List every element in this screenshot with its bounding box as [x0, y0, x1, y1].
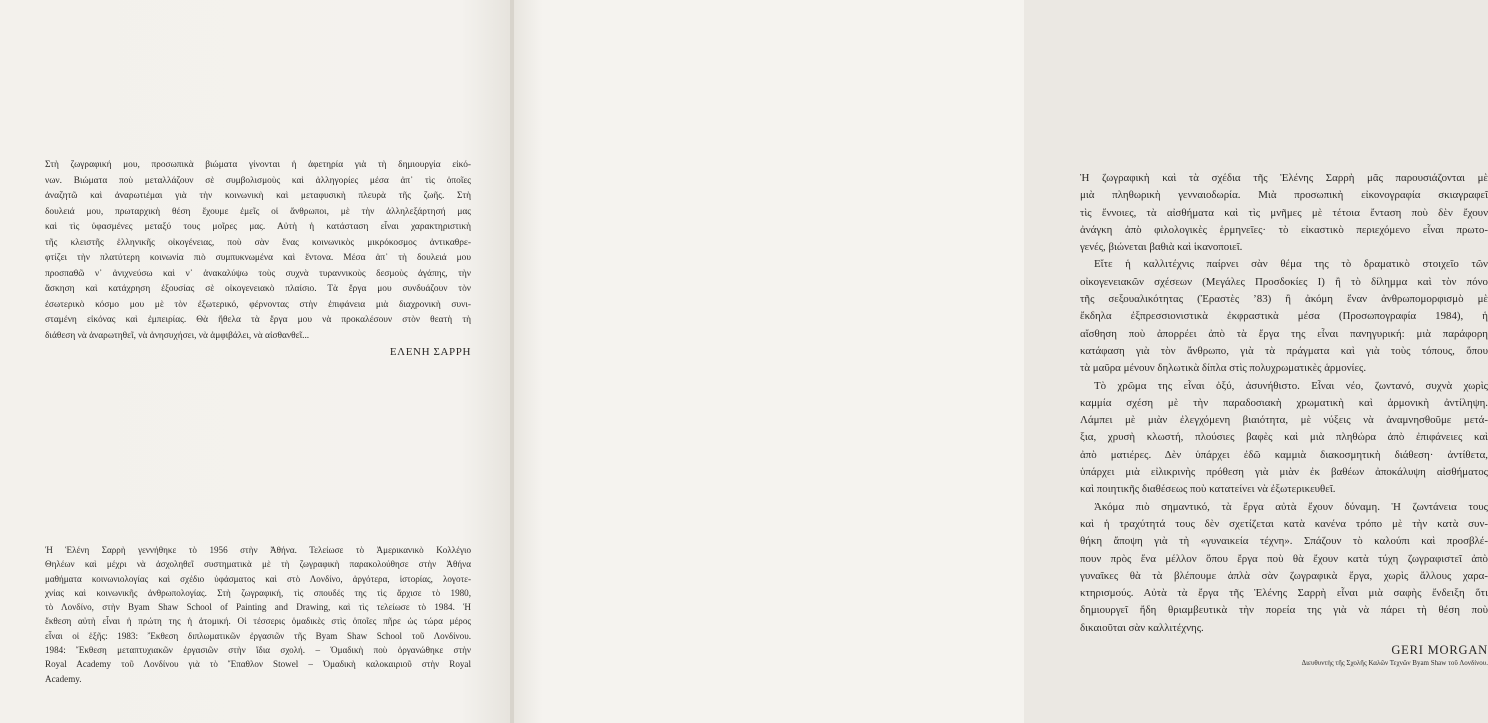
- essay-line: θήκη ἄποψη γιὰ τὴ «γυναικεία τέχνη». Σπάζουν τὸ καλούπι καὶ προσβλέ-: [1080, 535, 1488, 548]
- statement-line: καὶ τὶς ὑφασμένες μεταξύ τους μοῖρες μας. Αὐτὴ ἡ κατάσταση εἶναι χαρακτηριστικὴ: [45, 222, 471, 232]
- bio-line: ἔκθεση αὐτὴ εἶναι ἡ πρώτη της ἡ ἀτομική. Οἱ τέσσερις ὁμαδικὲς στὶς ὁποῖες πῆρε ὡς τώρα μέρος: [45, 616, 471, 627]
- bio-line: μαθήματα κοινωνιολογίας καὶ σχέδιο ὑφάσματος καὶ στὸ Λονδίνο, ἀργότερα, ἱστορίας, λογοτε-: [45, 573, 471, 584]
- essay-line: καμμία σχέση μὲ τὴν παραδοσιακὴ χρωματικὴ καὶ ἁρμονικὴ ἀντίληψη.: [1080, 396, 1488, 409]
- statement-line: προσπαθῶ ν᾽ ἀνιχνεύσω καὶ ν᾽ ἀνακαλύψω τοὺς συχνὰ τυραννικοὺς δεσμοὺς ἀγάπης, τὴν: [45, 268, 471, 279]
- essay-line: ἀνάγκη ἀπὸ φιλολογικὲς ἑρμηνεῖες· τὸ εἰκαστικὸ περιεχόμενο εἶναι πρωτο-: [1080, 223, 1488, 236]
- statement-line: φτίζει τὴν πλατύτερη κοινωνία πιὸ συμπυκνωμένα καὶ ἔντονα. Μέσα ἀπ᾽ τὴ δουλειά μου: [45, 253, 471, 263]
- essay-line: μιὰ πληθωρικὴ γενναιοδωρία. Μιὰ προσωπικὴ εἰκονογραφία σκιαγραφεῖ: [1080, 189, 1488, 202]
- essay-line: καὶ ἡ τραχύτητά τους δὲν σχετίζεται κατὰ κανένα τρόπο μὲ τὴν κατὰ συν-: [1080, 517, 1488, 530]
- essay-line: Λάμπει μὲ μιὰν ἐλεγχόμενη βιαιότητα, μὲ νύξεις νὰ ἀναμνησθοῦμε μετά-: [1080, 414, 1488, 427]
- statement-line: ἀναζητῶ καὶ ἀναρωτιέμαι γιὰ τὴν κοινωνικὴ καὶ μεταφυσικὴ πλευρὰ τῆς ζωῆς. Στὴ: [45, 191, 471, 201]
- essay-line: αἴσθηση ποὺ ἀπορρέει ἀπὸ τὰ ἔργα της εἶναι πανηγυρική: μιὰ παράφορη: [1080, 327, 1488, 340]
- essay-line: τὰ μαῦρα μένουν δηλωτικὰ δίπλα στὶς πολυχρωματικὲς ἁρμονίες.: [1080, 362, 1367, 375]
- essay-author-role: Διευθυντὴς τῆς Σχολῆς Καλῶν Τεχνῶν Byam Shaw τοῦ Λονδίνου.: [1301, 659, 1488, 668]
- essay-line: κατάφαση γιὰ τὸν ἄνθρωπο, γιὰ τὰ πράγματα καὶ γιὰ τοὺς τόπους, ὅπου: [1080, 344, 1488, 357]
- bio-line: 1984: Ἔκθεση μεταπτυχιακῶν ἐργασιῶν στὴν ἴδια σχολή. – Ὁμαδικὴ ποὺ ὀργανώθηκε στὴν: [45, 645, 471, 656]
- statement-line: τῆς κλειστῆς ἑλληνικῆς οἰκογένειας, ποὺ σὰν ἕνας κοινωνικὸς μικρόκοσμος ἀντικαθρε-: [45, 237, 471, 248]
- bio-line: Ἡ Ἑλένη Σαρρὴ γεννήθηκε τὸ 1956 στὴν Ἀθήνα. Τελείωσε τὸ Ἀμερικανικὸ Κολλέγιο: [45, 545, 471, 555]
- essay-line: κτηρισμούς. Αὐτὰ τὰ ἔργα τῆς Ἑλένης Σαρρὴ εἶναι μιὰ σαφὴς ἔνδειξη ὅτι: [1080, 587, 1488, 600]
- left-page: [0, 0, 512, 723]
- essay-line: καὶ ποιητικῆς διαθέσεως ποὺ κατατείνει νὰ ἐξωτερικευθεῖ.: [1080, 483, 1336, 496]
- artist-biography: [45, 543, 471, 686]
- statement-line: ἄσκηση καὶ κατάχρηση ἐξουσίας σὲ οἰκογενειακὸ πλαίσιο. Τὰ ἔργα μου συνδυάζουν τὸν: [45, 284, 471, 294]
- essay-line: τῆς σεξουαλικότητας (Ἐραστὲς ’83) ἢ ἀκόμη ἕναν ἀνθρωπομορφισμὸ μὲ: [1080, 293, 1488, 306]
- essay-line: οἰκογενειακῶν σχέσεων (Μεγάλες Προσδοκίες Ι) ἢ τὸ δίλημμα καὶ τὸν πόνο: [1080, 275, 1488, 288]
- essay-line: τὶς ἔννοιες, τὰ αἰσθήματα καὶ τὶς μνῆμες μὲ τέτοια ἔνταση ποὺ δὲν ἔχουν: [1080, 206, 1488, 219]
- critic-essay: [1080, 170, 1488, 669]
- statement-line: ἐσωτερικὸ κόσμο μου μὲ τὸν ἐξωτερικό, φέρνοντας στὴν ἐπιφάνεια μιὰ διαχρονικὴ συνι-: [45, 299, 471, 310]
- essay-line: Ἀκόμα πιὸ σημαντικό, τὰ ἔργα αὐτὰ ἔχουν δύναμη. Ἡ ζωντάνεια τους: [1094, 500, 1488, 513]
- artist-statement: [45, 158, 471, 361]
- bio-line: Θηλέων καὶ μέχρι νὰ ἀσχοληθεῖ συστηματικὰ μὲ τὴ ζωγραφικὴ παρακολούθησε στὴν Ἀθήνα: [45, 559, 471, 570]
- essay-line: ἔκδηλα ἐξπρεσσιονιστικὰ ἐκφραστικὰ μέσα (Προσωπογραφία 1984), ἡ: [1080, 310, 1488, 323]
- essay-line: ξια, χρυσὴ κλωστή, πλούσιες βαφὲς καὶ μιὰ πληθώρα ἀπὸ ἐπιφάνειες καὶ: [1080, 431, 1488, 444]
- bio-line: εἶναι οἱ ἑξῆς: 1983: Ἔκθεση διπλωματικῶν ἐργασιῶν τῆς Byam Shaw School τοῦ Λονδίνου.: [45, 630, 471, 641]
- page-gutter: [510, 0, 514, 723]
- right-page: [512, 0, 1488, 723]
- essay-line: γυναῖκες θὰ τὰ βλέπουμε ἁπλὰ σὰν ζωγραφικὰ ἔργα, χωρὶς ἄλλους χαρα-: [1080, 569, 1488, 582]
- essay-line: Ἡ ζωγραφικὴ καὶ τὰ σχέδια τῆς Ἑλένης Σαρρὴ μᾶς παρουσιάζονται μὲ: [1080, 172, 1488, 184]
- artist-signature: ΕΛΕΝΗ ΣΑΡΡΗ: [389, 346, 471, 358]
- statement-line: δουλειά μου, πρωταρχικὴ θέση ἔχουμε ἐμεῖς οἱ ἄνθρωποι, μὲ τὴν ἀλληλεξάρτησή μας: [45, 206, 471, 217]
- bio-line: χνίας καὶ κοινωνικῆς ἀνθρωπολογίας. Στὴ ζωγραφική, τὶς σπουδές της τὶς ἄρχισε τὸ 1980,: [45, 587, 471, 598]
- statement-line: διάθεση νὰ ἀναρωτηθεῖ, νὰ ἀνησυχήσει, νὰ ἀμφιβάλει, νὰ αἰσθανθεῖ...: [45, 330, 310, 341]
- essay-line: Εἴτε ἡ καλλιτέχνις παίρνει σὰν θέμα της τὸ δραματικὸ στοιχεῖο τῶν: [1094, 258, 1488, 271]
- statement-line: νων. Βιώματα ποὺ μεταλλάζουν σὲ συμβολισμοὺς καὶ ἀλληγορίες μέσα ἀπ᾽ τὶς ὁποῖες: [45, 175, 471, 186]
- statement-line: Στὴ ζωγραφική μου, προσωπικὰ βιώματα γίνονται ἡ ἀφετηρία γιὰ τὴ δημιουργία εἰκό-: [45, 160, 471, 170]
- essay-line: ἀπὸ ματιέρες. Δὲν ὑπάρχει ἐδῶ καμμιὰ διακοσμητικὴ διάθεση· ἀντίθετα,: [1080, 448, 1488, 461]
- statement-line: σταμένη εἰκόνας καὶ ἐμπειρίας. Θὰ ἤθελα τὰ ἔργα μου νὰ προκαλέσουν στὸν θεατὴ τὴ: [45, 315, 471, 325]
- essay-line: ὑπάρχει μιὰ εἰλικρινὴς πρόθεση γιὰ μιὰν ἐκ βαθέων ἀποκάλυψη αἰσθήματος: [1080, 466, 1488, 479]
- essay-line: πουν πρὸς ἕνα μέλλον ὅπου ἔργα ποὺ θὰ ἔχουν κατὰ τύχη ζωγραφιστεῖ ἀπὸ: [1080, 552, 1488, 565]
- bio-line: τὸ Λονδίνο, στὴν Byam Shaw School of Painting and Drawing, καὶ τὶς τελείωσε τὸ 1984. Ἡ: [45, 602, 471, 613]
- essay-line: γενές, βιώνεται βαθιὰ καὶ ἱκανοποιεῖ.: [1080, 241, 1243, 254]
- essay-line: δικαιοῦται σὰν καλλιτέχνης.: [1080, 621, 1204, 634]
- bio-line: Royal Academy τοῦ Λονδίνου γιὰ τὸ Ἔπαθλον Stowel – Ὁμαδικὴ καλοκαιριοῦ στὴν Royal: [45, 659, 471, 670]
- essay-author: GERI MORGAN: [1391, 643, 1488, 658]
- essay-line: Τὸ χρῶμα της εἶναι ὀξύ, ἀσυνήθιστο. Εἶναι νέο, ζωντανό, συχνὰ χωρὶς: [1094, 379, 1488, 392]
- essay-line: δημιουργεῖ ἤδη θριαμβευτικὰ τὴν πορεία της γιὰ νὰ πάρει τὴ θέση ποὺ: [1080, 604, 1488, 617]
- bio-line: Academy.: [45, 673, 82, 684]
